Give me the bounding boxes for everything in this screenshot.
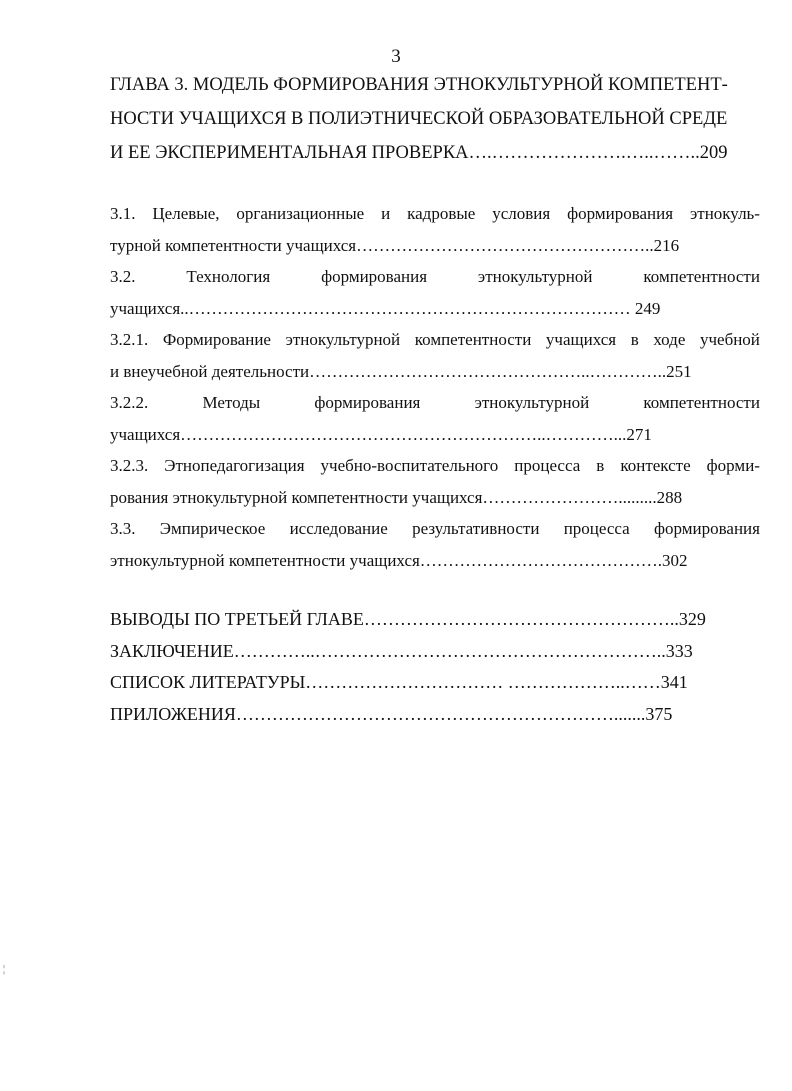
word: процесса	[563, 519, 630, 538]
word: Методы	[202, 393, 261, 412]
word: Эмпирическое	[159, 519, 266, 538]
page-number: 3	[391, 46, 401, 67]
word: 3.2.	[110, 267, 136, 286]
word: исследование	[289, 519, 388, 538]
toc-entry-3-1-line-1	[110, 198, 760, 230]
word: формирования	[654, 519, 760, 538]
toc-entry-3-2-1-line-2: и внеучебной деятельности…………………………………………..…………..251	[110, 361, 692, 381]
word: условия	[492, 204, 551, 223]
chapter-title-line-2: НОСТИ УЧАЩИХСЯ В ПОЛИЭТНИЧЕСКОЙ ОБРАЗОВАТЕЛЬНОЙ СРЕДЕ	[110, 109, 728, 129]
word: организационные	[236, 204, 365, 223]
word: учебной	[699, 330, 760, 349]
word: 3.1.	[110, 204, 136, 223]
word: этнокультурной	[474, 393, 590, 412]
word: этнокуль-	[689, 204, 760, 223]
word: ходе	[653, 330, 686, 349]
sections-list	[110, 198, 760, 576]
word: Формирование	[162, 330, 271, 349]
word: формирования	[314, 393, 421, 412]
toc-entry-3-2-3-line-1	[110, 450, 760, 482]
chapter-title-line-1: ГЛАВА 3. МОДЕЛЬ ФОРМИРОВАНИЯ ЭТНОКУЛЬТУРНОЙ КОМПЕТЕНТ-	[110, 75, 728, 95]
word: 3.2.3.	[110, 456, 149, 475]
toc-entry-3-3-line-2: этнокультурной компетентности учащихся…………………………………….302	[110, 550, 688, 570]
word: 3.3.	[110, 519, 136, 538]
toc-entry-3-2-1	[110, 324, 760, 387]
word: в	[596, 456, 605, 475]
word: контексте	[620, 456, 691, 475]
chapter-3-heading	[110, 68, 760, 170]
word: формирования	[321, 267, 428, 286]
word: этнокультурной	[285, 330, 401, 349]
word: процесса	[514, 456, 581, 475]
word: и	[381, 204, 391, 223]
word: Технология	[186, 267, 271, 286]
word: в	[630, 330, 639, 349]
word: Целевые,	[152, 204, 220, 223]
word: компетентности	[414, 330, 532, 349]
word: результативности	[412, 519, 540, 538]
toc-entry-3-3	[110, 513, 760, 576]
toc-entry-3-2-2-line-2: учащихся………………………………………………………..…………...271	[110, 424, 652, 444]
word: компетентности	[643, 393, 760, 412]
toc-entry-3-3-line-1	[110, 513, 760, 545]
word: 3.2.1.	[110, 330, 149, 349]
toc-entry-3-2-3-line-2: рования этнокультурной компетентности учащихся…………………….........288	[110, 487, 683, 507]
toc-entry-summary: ЗАКЛЮЧЕНИЕ…………..…………………………………………………..333	[110, 640, 693, 661]
toc-entry-3-1-line-2: турной компетентности учащихся……………………………………………..216	[110, 235, 680, 255]
toc-entry-3-2-2-line-1	[110, 387, 760, 419]
margin-scan-mark: ¦	[3, 964, 6, 975]
toc-entry-appendices: ПРИЛОЖЕНИЯ……………………………………………………….......375	[110, 703, 673, 724]
final-sections	[110, 604, 760, 730]
toc-entry-3-2-line-1	[110, 261, 760, 293]
word: учащихся	[545, 330, 617, 349]
toc-entry-references: СПИСОК ЛИТЕРАТУРЫ…………………………… ………………..……341	[110, 672, 688, 692]
toc-entry-3-1	[110, 198, 760, 261]
word: этнокультурной	[477, 267, 593, 286]
toc-entry-conclusions: ВЫВОДЫ ПО ТРЕТЬЕЙ ГЛАВЕ……………………………………………..329	[110, 609, 706, 629]
toc-entry-3-2	[110, 261, 760, 324]
word: формирования	[567, 204, 674, 223]
toc-entry-3-2-3	[110, 450, 760, 513]
word: форми-	[706, 456, 760, 475]
toc-entry-3-2-line-2: учащихся..…………………………………………………………………… 249	[110, 298, 661, 318]
word: 3.2.2.	[110, 393, 149, 412]
word: Этнопедагогизация	[164, 456, 305, 475]
toc-entry-3-2-2	[110, 387, 760, 450]
toc-entry-3-2-1-line-1	[110, 324, 760, 356]
word: учебно-воспитательного	[320, 456, 499, 475]
word: компетентности	[643, 267, 760, 286]
chapter-title-line-3: И ЕЕ ЭКСПЕРИМЕНТАЛЬНАЯ ПРОВЕРКА….………………….…..……..209	[110, 143, 728, 163]
word: кадровые	[407, 204, 476, 223]
